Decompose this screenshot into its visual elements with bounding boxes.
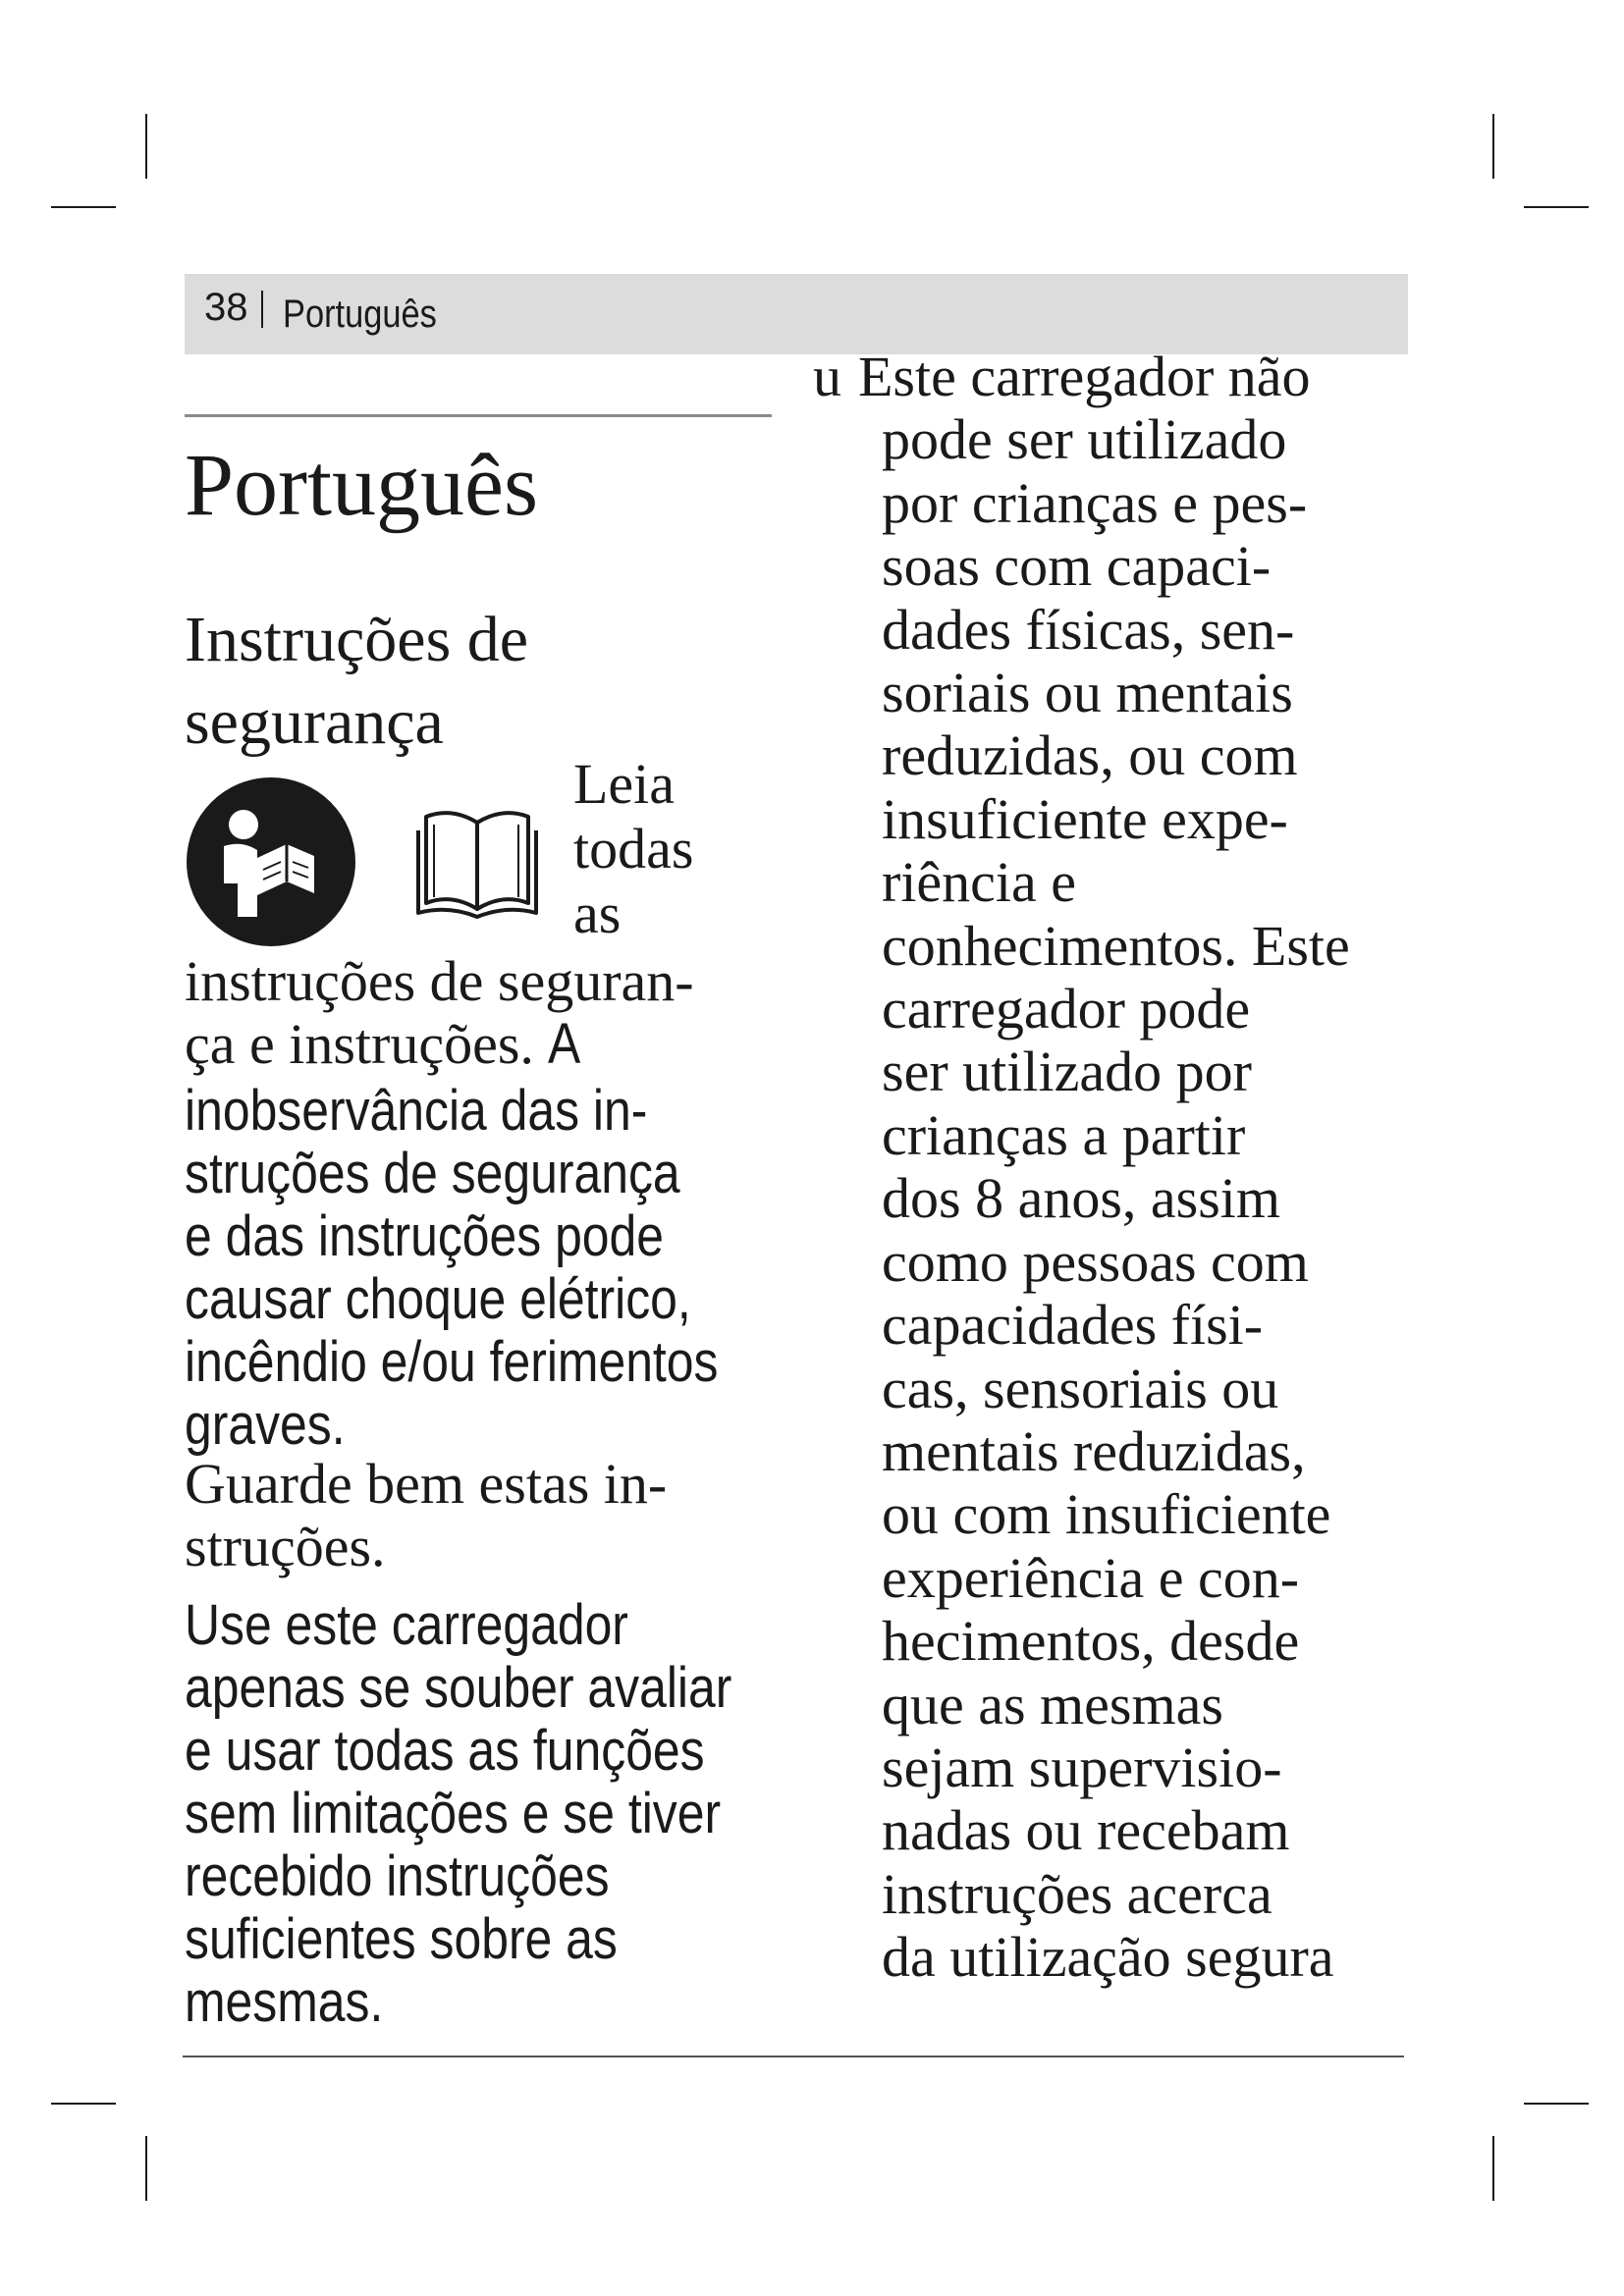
- keep-instructions-line: Guarde bem estas in-: [185, 1452, 668, 1516]
- crop-mark: [1492, 114, 1494, 179]
- read-manual-icon: [185, 775, 357, 948]
- warning-word: as: [573, 881, 622, 945]
- crop-mark: [1524, 2103, 1589, 2105]
- bullet-line: sejam supervisio-: [882, 1735, 1282, 1799]
- bullet-marker: u: [813, 345, 841, 408]
- warning-line: [185, 1013, 694, 1076]
- bullet-line: reduzidas, ou com: [882, 723, 1298, 788]
- usage-note-line: e usar todas as funções: [185, 1719, 705, 1783]
- bullet-line: riência e: [882, 850, 1077, 915]
- bullet-line: soas com capaci-: [882, 534, 1272, 599]
- crop-mark: [145, 2136, 147, 2201]
- bullet-line: crianças a partir: [882, 1102, 1246, 1167]
- bullet-line: experiência e con-: [882, 1545, 1300, 1610]
- warning-line-serif: ça e instruções.: [185, 1012, 534, 1076]
- usage-note-line: Use este carregador: [185, 1593, 628, 1657]
- warning-intro-wrap: [573, 752, 693, 946]
- bullet-line: conhecimentos. Este: [882, 913, 1350, 978]
- bullet-line: como pessoas com: [882, 1229, 1309, 1294]
- warning-line: e das instruções pode: [185, 1204, 665, 1268]
- bullet-line: carregador pode: [882, 977, 1251, 1041]
- crop-mark: [1492, 2136, 1494, 2201]
- usage-note: [185, 1594, 731, 2034]
- warning-line: incêndio e/ou ferimentos: [185, 1330, 719, 1394]
- section-heading-line: Instruções de: [185, 604, 529, 675]
- bullet-line: dos 8 anos, assim: [882, 1166, 1280, 1231]
- bullet-line: hecimentos, desde: [882, 1609, 1300, 1674]
- crop-mark: [51, 2103, 116, 2105]
- bullet-line: Este carregador não: [858, 345, 1311, 408]
- bullet-line: dades físicas, sen-: [882, 597, 1295, 662]
- warning-consequences: [185, 1080, 718, 1457]
- bullet-line: nadas ou recebam: [882, 1798, 1290, 1863]
- bullet-line: por crianças e pes-: [882, 470, 1308, 535]
- section-heading-line: segurança: [185, 686, 444, 758]
- footer-rule: [183, 2056, 1404, 2057]
- open-book-icon: [410, 803, 544, 923]
- usage-note-line: apenas se souber avaliar: [185, 1656, 732, 1720]
- warning-intro: [185, 950, 694, 1076]
- warning-line: causar choque elétrico,: [185, 1267, 691, 1331]
- page-number: 38: [204, 286, 248, 329]
- usage-note-line: sem limitações e se tiver: [185, 1782, 722, 1845]
- header-divider: [261, 291, 263, 328]
- bullet-line: instruções acerca: [882, 1861, 1272, 1926]
- bullet-line: insuficiente expe-: [882, 786, 1288, 851]
- bullet-text: [858, 345, 1350, 1990]
- bullet-line: soriais ou mentais: [882, 661, 1293, 725]
- usage-note-line: suficientes sobre as: [185, 1907, 618, 1971]
- section-rule: [185, 414, 772, 417]
- section-heading: [185, 599, 734, 764]
- bullet-line: da utilização segura: [882, 1925, 1334, 1990]
- crop-mark: [1524, 206, 1589, 208]
- usage-note-line: recebido instruções: [185, 1844, 610, 1908]
- warning-line-sans: A: [548, 1012, 581, 1076]
- warning-word: todas: [573, 817, 694, 881]
- keep-instructions: [185, 1453, 667, 1578]
- bullet-line: pode ser utilizado: [882, 407, 1287, 472]
- bullet-line: que as mesmas: [882, 1672, 1223, 1736]
- bullet-line: mentais reduzidas,: [882, 1418, 1306, 1483]
- crop-mark: [51, 206, 116, 208]
- bullet-line: capacidades físi-: [882, 1293, 1264, 1358]
- warning-line: struções de segurança: [185, 1142, 680, 1205]
- crop-mark: [145, 114, 147, 179]
- page-title: Português: [185, 437, 538, 534]
- header-language: Português: [283, 293, 437, 336]
- bullet-line: ser utilizado por: [882, 1040, 1252, 1104]
- bullet-line: ou com insuficiente: [882, 1482, 1331, 1547]
- warning-line: instruções de seguran-: [185, 949, 694, 1013]
- bullet-line: cas, sensoriais ou: [882, 1356, 1279, 1420]
- keep-instructions-line: struções.: [185, 1515, 386, 1578]
- warning-line: inobservância das in-: [185, 1079, 648, 1143]
- warning-line: graves.: [185, 1393, 346, 1457]
- warning-word: Leia: [573, 752, 676, 816]
- usage-note-line: mesmas.: [185, 1970, 384, 2034]
